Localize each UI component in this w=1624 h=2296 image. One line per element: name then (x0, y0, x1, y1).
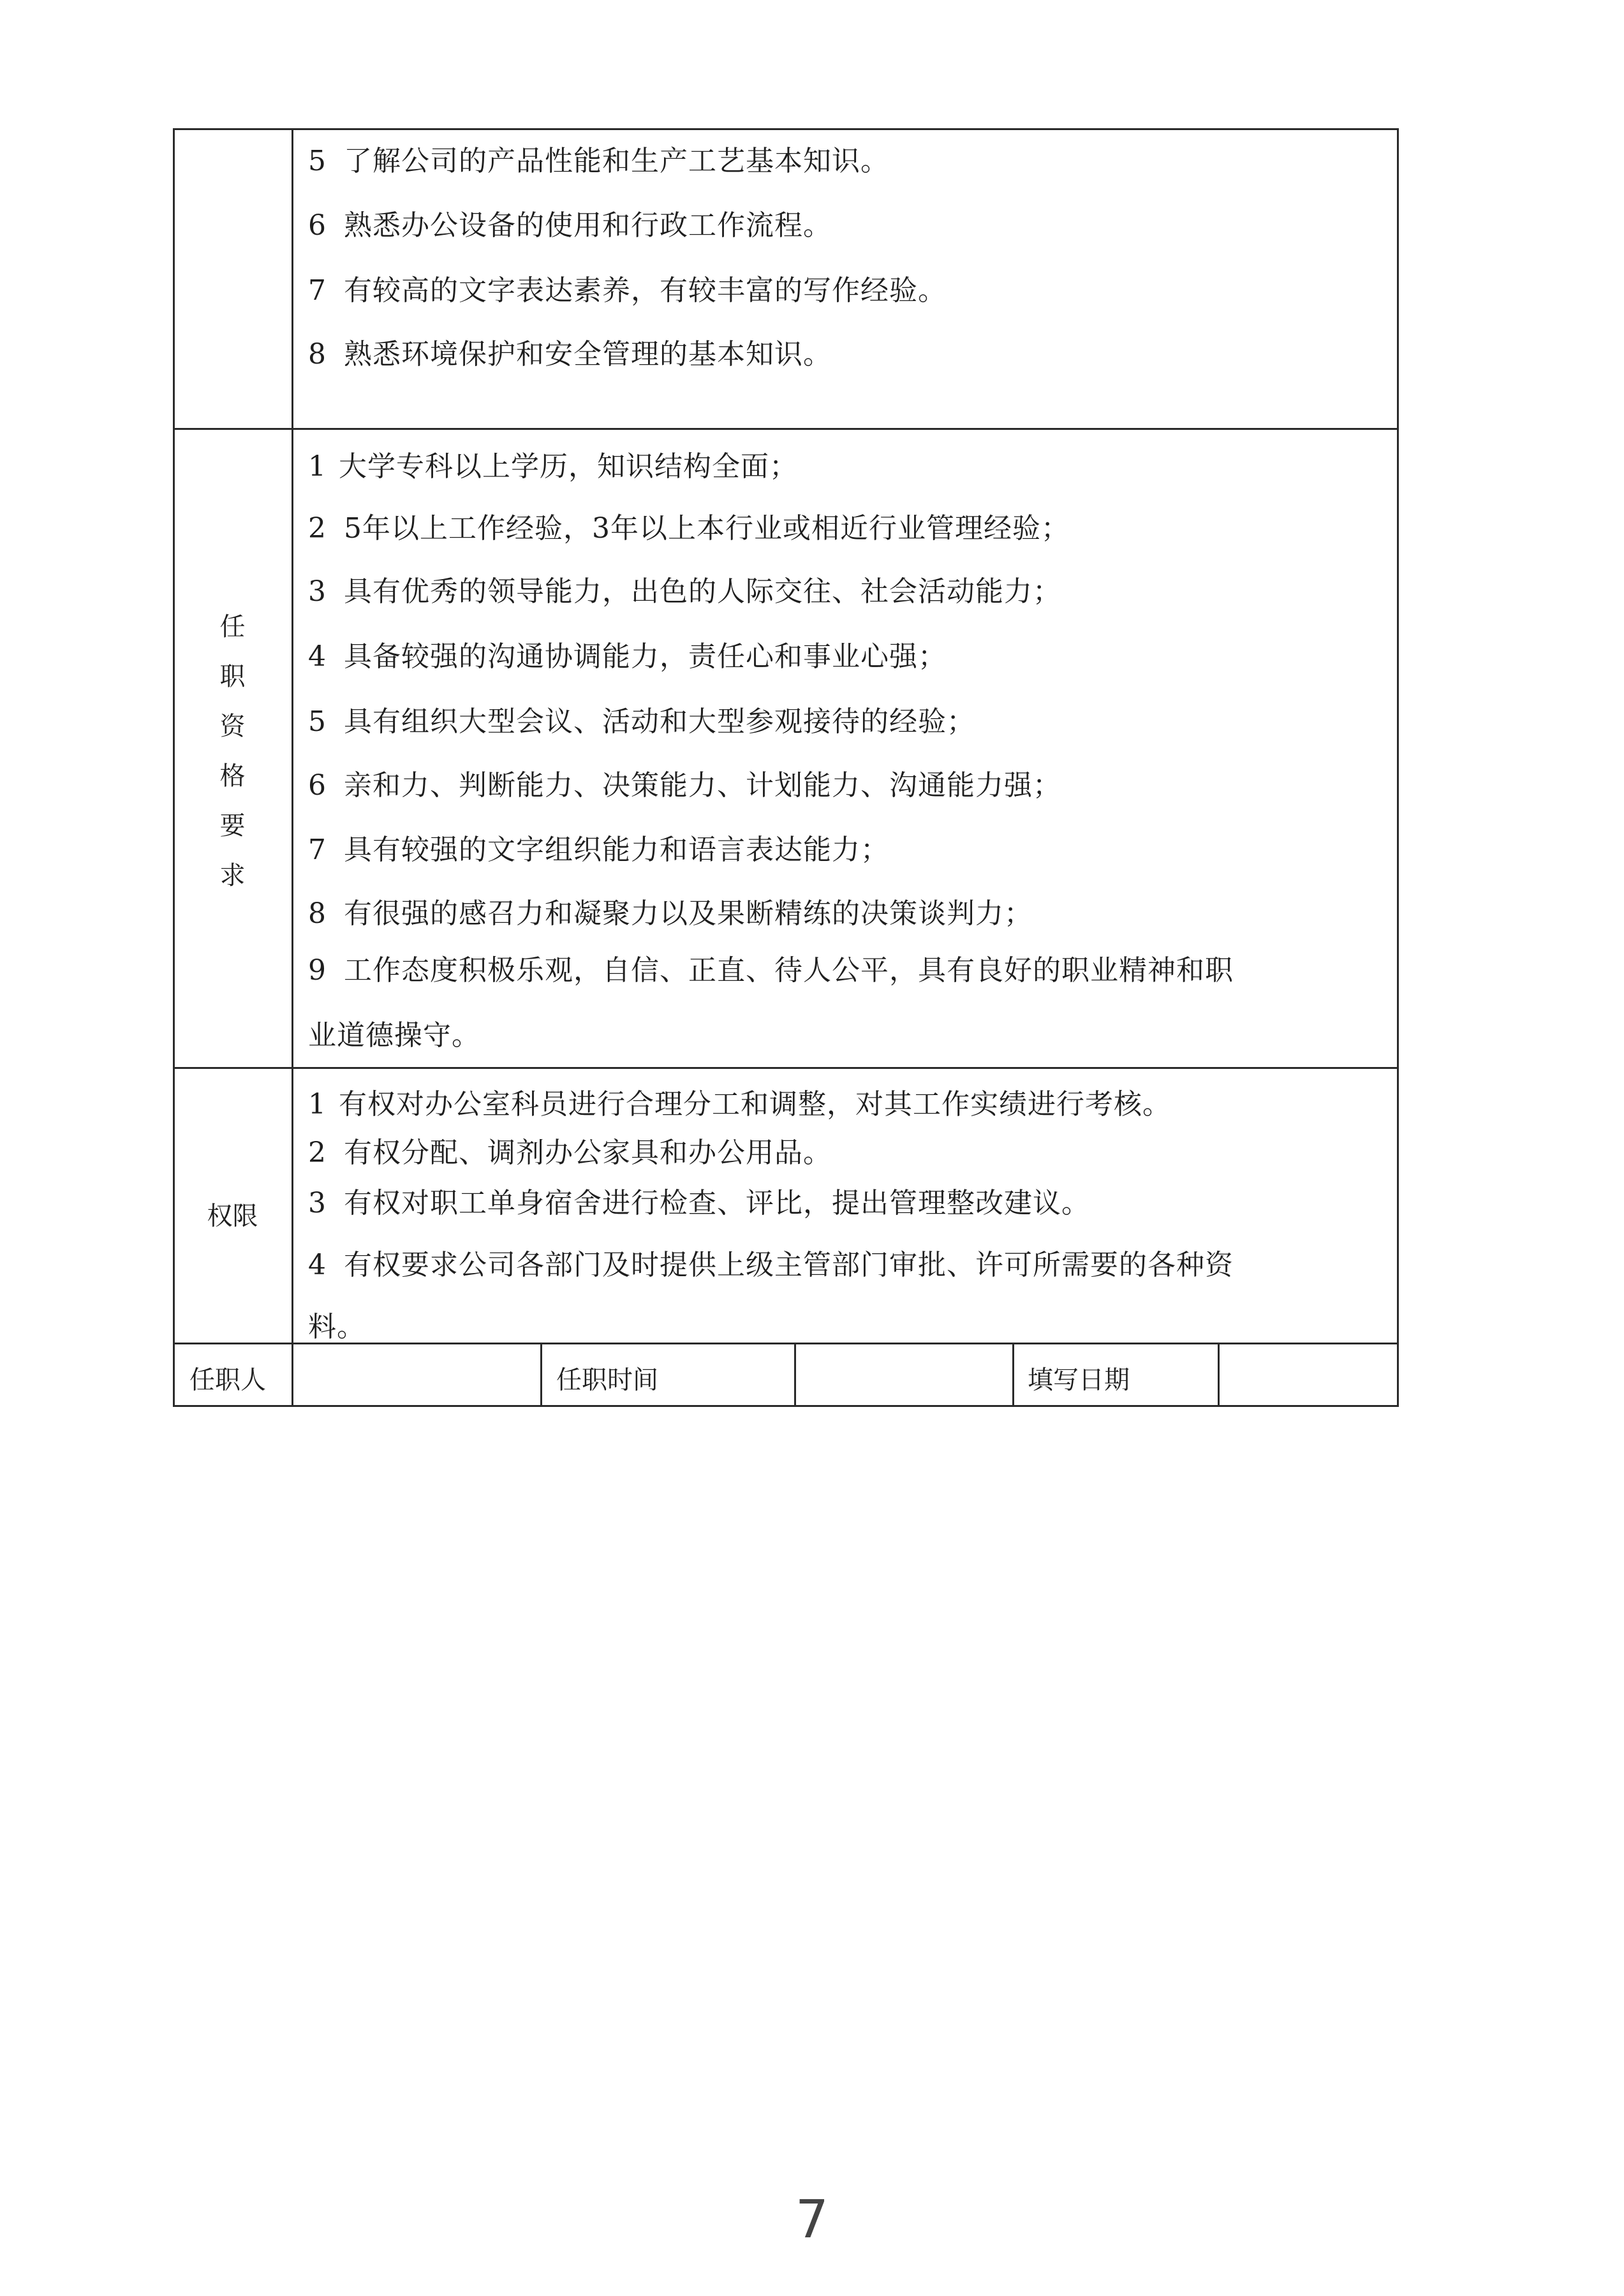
tenure-field[interactable] (797, 1344, 1012, 1405)
knowledge-item: 7 有较高的文字表达素养，有较丰富的写作经验。 (308, 274, 947, 307)
authority-item: 2 有权分配、调剂办公家具和办公用品。 (308, 1137, 832, 1169)
knowledge-item: 5 了解公司的产品性能和生产工艺基本知识。 (308, 145, 889, 177)
qualification-item: 4 具备较强的沟通协调能力，责任心和事业心强； (308, 640, 947, 673)
qualification-item: 8 有很强的感召力和凝聚力以及果断精练的决策谈判力； (308, 897, 1033, 930)
table-border-bottom (173, 1405, 1399, 1407)
qualifications-label: 任 职 资 格 要 求 (219, 612, 246, 890)
authority-item: 1 有权对办公室科员进行合理分工和调整，对其工作实绩进行考核。 (308, 1088, 1171, 1121)
footer-divider-4 (1218, 1343, 1220, 1406)
qualification-item: 3 具有优秀的领导能力，出色的人际交往、社会活动能力； (308, 575, 1061, 608)
authority-item: 3 有权对职工单身宿舍进行检查、评比，提出管理整改建议。 (308, 1187, 1090, 1219)
qualification-item: 5 具有组织大型会议、活动和大型参观接待的经验； (308, 705, 975, 738)
tenure-label: 任职时间 (556, 1365, 658, 1395)
qualification-item: 9 工作态度积极乐观，自信、正直、待人公平，具有良好的职业精神和职 (308, 954, 1234, 987)
incumbent-field[interactable] (294, 1344, 540, 1405)
qualification-item: 2 5年以上工作经验，3年以上本行业或相近行业管理经验； (308, 512, 1070, 545)
authority-label: 权限 (207, 1202, 258, 1231)
row-divider-2 (173, 1067, 1399, 1069)
fill-date-field[interactable] (1220, 1344, 1396, 1405)
footer-divider-3 (1012, 1343, 1014, 1406)
knowledge-item: 8 熟悉环境保护和安全管理的基本知识。 (308, 338, 832, 371)
row-divider-1 (173, 428, 1399, 430)
authority-item: 4 有权要求公司各部门及时提供上级主管部门审批、许可所需要的各种资 (308, 1249, 1234, 1281)
table-border-top (173, 128, 1399, 130)
page-number: 7 (795, 2189, 829, 2250)
fill-date-label: 填写日期 (1028, 1365, 1130, 1395)
authority-item-continuation: 料。 (308, 1311, 365, 1343)
footer-divider-2 (794, 1343, 796, 1406)
qualification-item: 6 亲和力、判断能力、决策能力、计划能力、沟通能力强； (308, 769, 1061, 802)
qualification-item-continuation: 业道德操守。 (308, 1019, 480, 1052)
incumbent-label: 任职人 (189, 1365, 266, 1395)
table-border-right (1397, 128, 1399, 1407)
job-description-table (173, 128, 1399, 1407)
knowledge-item: 6 熟悉办公设备的使用和行政工作流程。 (308, 209, 832, 242)
footer-divider-1 (540, 1343, 542, 1406)
qualification-item: 7 具有较强的文字组织能力和语言表达能力； (308, 834, 889, 866)
qualification-item: 1 大学专科以上学历，知识结构全面； (308, 450, 798, 483)
